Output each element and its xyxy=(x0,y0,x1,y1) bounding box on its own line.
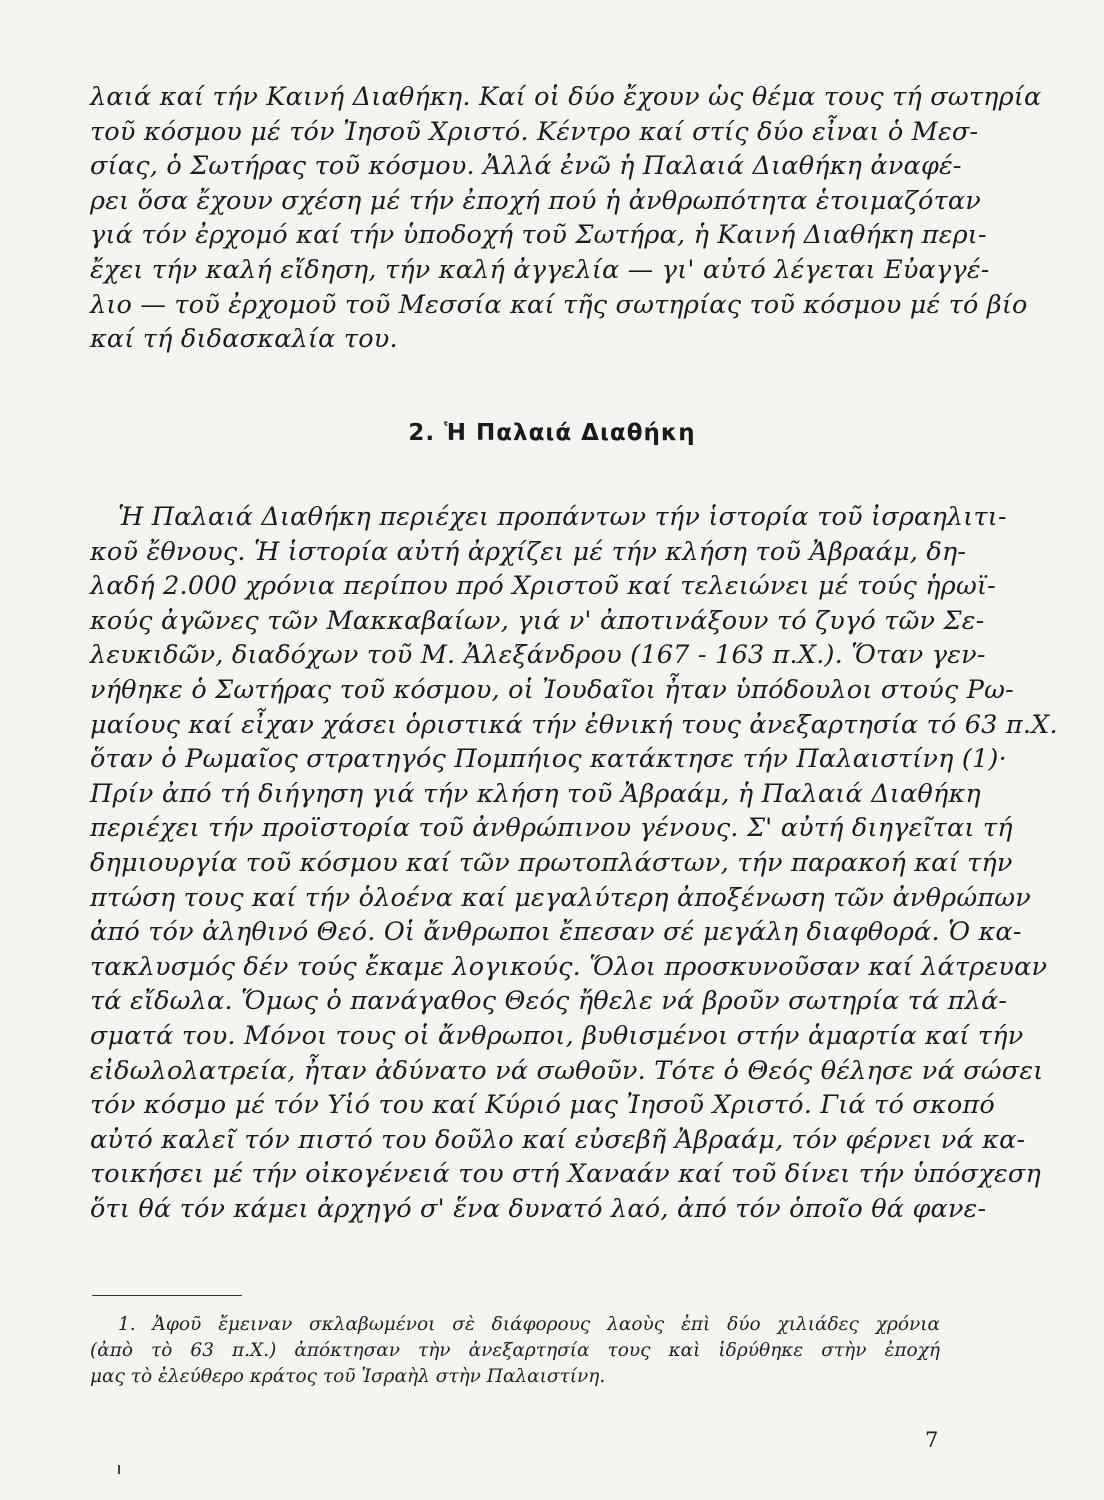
text-line: ὅτι θά τόν κάμει ἀρχηγό σ' ἕνα δυνατό λαό, ἀπό τόν ὁποῖο θά φανε- xyxy=(90,1193,987,1224)
footnote-line: 1. Ἀφοῦ ἔμειναν σκλαβωμένοι σὲ διάφορους λαοὺς ἐπὶ δύο χιλιάδες χρόνια xyxy=(118,1314,940,1335)
text-line: μαίους καί εἶχαν χάσει ὁριστικά τήν ἐθνική τους ἀνεξαρτησία τό 63 π.Χ. xyxy=(90,709,1058,740)
footnote-line: (ἀπὸ τὸ 63 π.Χ.) ἀπόκτησαν τὴν ἀνεξαρτησία τους καὶ ἱδρύθηκε στὴν ἐποχή xyxy=(90,1340,940,1361)
section-heading: 2. Ἡ Παλαιά Διαθήκη xyxy=(408,420,696,446)
text-line: πτώση τους καί τήν ὁλοένα καί μεγαλύτερη ἀποξένωση τῶν ἀνθρώπων xyxy=(90,882,1031,913)
footnote xyxy=(90,1312,940,1390)
footnote-line: μας τὸ ἐλεύθερο κράτος τοῦ Ἰσραὴλ στὴν Παλαιστίνη. xyxy=(90,1366,606,1387)
text-line: σματά του. Μόνοι τους οἱ ἄνθρωποι, βυθισμένοι στήν ἁμαρτία καί τήν xyxy=(90,1020,1024,1051)
text-line: τοικήσει μέ τήν οἰκογένειά του στή Χαναάν καί τοῦ δίνει τήν ὑπόσχεση xyxy=(90,1159,1041,1190)
text-line: τά εἴδωλα. Ὅμως ὁ πανάγαθος Θεός ἤθελε νά βροῦν σωτηρία τά πλά- xyxy=(90,986,1008,1017)
footnote-divider xyxy=(92,1295,242,1296)
text-line: κούς ἀγῶνες τῶν Μακκαβαίων, γιά ν' ἀποτινάξουν τό ζυγό τῶν Σε- xyxy=(90,605,985,636)
text-line: Πρίν ἀπό τή διήγηση γιά τήν κλήση τοῦ Ἀβραάμ, ἡ Παλαιά Διαθήκη xyxy=(90,778,981,809)
text-line: Ἡ Παλαιά Διαθήκη περιέχει προπάντων τήν ἱστορία τοῦ ἰσραηλιτι- xyxy=(118,502,1007,532)
intro-paragraph xyxy=(90,80,1042,357)
text-line: λαιά καί τήν Καινή Διαθήκη. Καί οἱ δύο ἔχουν ὡς θέμα τους τή σωτηρία xyxy=(90,82,1042,112)
page-number: 7 xyxy=(925,1428,939,1452)
text-line: τακλυσμός δέν τούς ἔκαμε λογικούς. Ὅλοι προσκυνοῦσαν καί λάτρευαν xyxy=(90,951,1048,982)
text-line: λευκιδῶν, διαδόχων τοῦ Μ. Ἀλεξάνδρου (167 - 163 π.Χ.). Ὅταν γεν- xyxy=(90,640,986,671)
text-line: τοῦ κόσμου μέ τόν Ἰησοῦ Χριστό. Κέντρο καί στίς δύο εἶναι ὁ Μεσ- xyxy=(90,116,979,147)
text-line: λιο — τοῦ ἐρχομοῦ τοῦ Μεσσία καί τῆς σωτηρίας τοῦ κόσμου μέ τό βίο xyxy=(90,289,1028,320)
text-line: σίας, ὁ Σωτήρας τοῦ κόσμου. Ἀλλά ἐνῶ ἡ Παλαιά Διαθήκη ἀναφέ- xyxy=(90,151,962,182)
text-line: ὅταν ὁ Ρωμαῖος στρατηγός Πομπήιος κατάκτησε τήν Παλαιστίνη (1)· xyxy=(90,744,1007,775)
text-line: ρει ὅσα ἔχουν σχέση μέ τήν ἐποχή πού ἡ ἀνθρωπότητα ἑτοιμαζόταν xyxy=(90,185,982,216)
text-line: εἰδωλολατρεία, ἦταν ἀδύνατο νά σωθοῦν. Τότε ὁ Θεός θέλησε νά σώσει xyxy=(90,1055,1044,1086)
text-line: κοῦ ἔθνους. Ἡ ἱστορία αὐτή ἀρχίζει μέ τήν κλήση τοῦ Ἀβραάμ, δη- xyxy=(90,536,967,567)
text-line: ἀπό τόν ἀληθινό Θεό. Οἱ ἄνθρωποι ἔπεσαν σέ μεγάλη διαφθορά. Ὁ κα- xyxy=(90,917,1022,948)
text-line: περιέχει τήν προϊστορία τοῦ ἀνθρώπινου γένους. Σ' αὐτή διηγεῖται τή xyxy=(90,813,1013,844)
text-line: δημιουργία τοῦ κόσμου καί τῶν πρωτοπλάστων, τήν παρακοή καί τήν xyxy=(90,847,1013,878)
text-line: καί τή διδασκαλία του. xyxy=(90,324,398,355)
text-line: τόν κόσμο μέ τόν Υἱό του καί Κύριό μας Ἰησοῦ Χριστό. Γιά τό σκοπό xyxy=(90,1090,995,1121)
text-line: αὐτό καλεῖ τόν πιστό του δοῦλο καί εὐσεβῆ Ἀβραάμ, τόν φέρνει νά κα- xyxy=(90,1124,1026,1155)
text-line: νήθηκε ὁ Σωτήρας τοῦ κόσμου, οἱ Ἰουδαῖοι ἦταν ὑπόδουλοι στούς Ρω- xyxy=(90,674,1014,705)
print-mark xyxy=(118,1465,120,1474)
text-line: γιά τόν ἐρχομό καί τήν ὑποδοχή τοῦ Σωτήρα, ἡ Καινή Διαθήκη περι- xyxy=(90,220,987,251)
main-paragraph xyxy=(90,500,1058,1226)
text-line: λαδή 2.000 χρόνια περίπου πρό Χριστοῦ καί τελειώνει μέ τούς ἡρωϊ- xyxy=(90,571,996,602)
text-line: ἔχει τήν καλή εἴδηση, τήν καλή ἀγγελία — γι' αὐτό λέγεται Εὐαγγέ- xyxy=(90,254,990,285)
